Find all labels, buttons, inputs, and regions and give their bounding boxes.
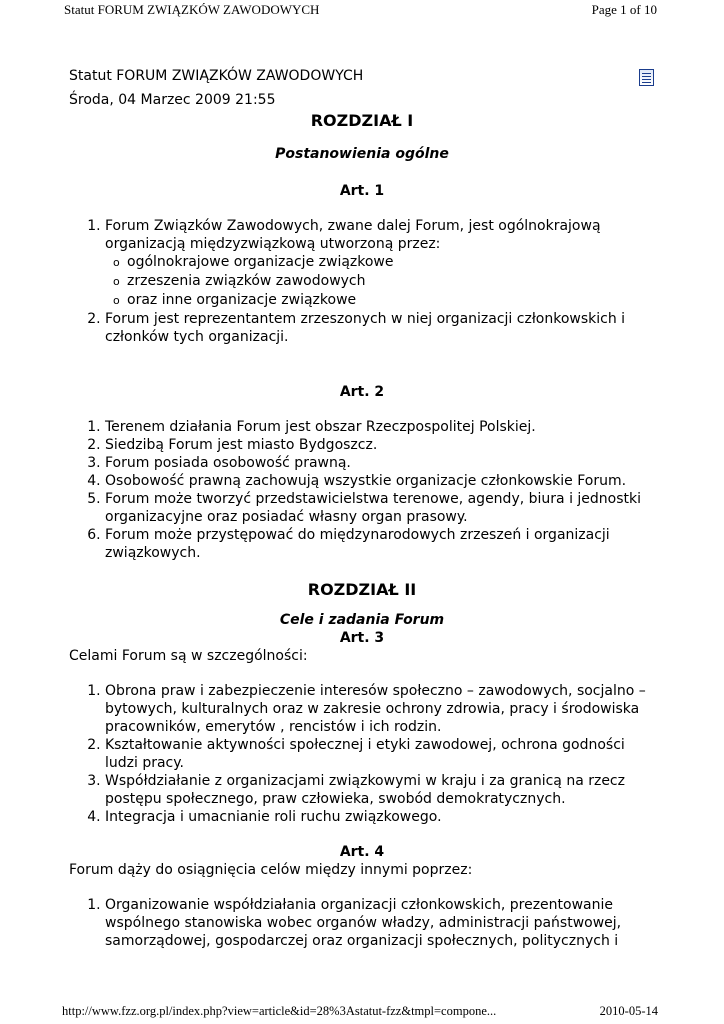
sub-list-item: o ogólnokrajowe organizacje związkowe	[127, 253, 655, 272]
list-item: 6. Forum może przystępować do międzynarodowych zrzeszeń i organizacji związkowych.	[105, 526, 655, 562]
header-title: Statut FORUM ZWIĄZKÓW ZAWODOWYCH	[64, 2, 320, 17]
article-date: Środa, 04 Marzec 2009 21:55	[69, 92, 276, 108]
list-item: 3. Forum posiada osobowość prawną.	[105, 454, 655, 472]
chapter-subtitle: Cele i zadania Forum	[279, 612, 445, 628]
sub-list	[105, 253, 655, 310]
article-heading: Art. 3	[339, 630, 385, 646]
list-item: 1. Obrona praw i zabezpieczenie interesów społeczno – zawodowych, socjalno – bytowych, kulturalnych oraz w zakresie ochrony zdrowia, pracy i środowiska pracowników, emerytów , rencistów i ich rodzin.	[105, 682, 655, 736]
footer-date: 2010-05-14	[599, 1004, 658, 1018]
article-intro: Forum dąży do osiągnięcia celów między innymi poprzez:	[69, 862, 473, 878]
article-heading: Art. 4	[339, 844, 385, 860]
article-heading: Art. 2	[339, 384, 385, 400]
list-item: 3. Współdziałanie z organizacjami związkowymi w kraju i za granicą na rzecz postępu społecznego, praw człowieka, swobód demokratycznych.	[105, 772, 655, 808]
list-item: 2. Siedzibą Forum jest miasto Bydgoszcz.	[105, 436, 655, 454]
list-item: 2. Forum jest reprezentantem zrzeszonych w niej organizacji członkowskich i członków tych organizacji.	[105, 310, 655, 346]
article-4-list	[69, 896, 655, 950]
article-title: Statut FORUM ZWIĄZKÓW ZAWODOWYCH	[69, 68, 364, 84]
article-intro: Celami Forum są w szczególności:	[69, 648, 308, 664]
footer-url[interactable]: http://www.fzz.org.pl/index.php?view=article&id=28%3Astatut-fzz&tmpl=compone...	[62, 1004, 497, 1018]
page-number: Page 1 of 10	[591, 2, 657, 17]
list-item: 4. Integracja i umacnianie roli ruchu związkowego.	[105, 808, 655, 826]
article-heading: Art. 1	[339, 183, 385, 199]
chapter-heading: ROZDZIAŁ II	[307, 580, 417, 599]
chapter-heading: ROZDZIAŁ I	[310, 111, 414, 130]
list-item: 4. Osobowość prawną zachowują wszystkie organizacje członkowskie Forum.	[105, 472, 655, 490]
list-item: 1. Terenem działania Forum jest obszar Rzeczpospolitej Polskiej.	[105, 418, 655, 436]
article-body	[69, 67, 655, 950]
list-item: 1. Forum Związków Zawodowych, zwane dalej Forum, jest ogólnokrajową organizacją międzyzwiązkową utworzoną przez: o ogólnokrajowe organizacje związkowe o zrzeszenia związków zawodowych o oraz inne organizacje związkowe	[105, 217, 655, 310]
sub-list-item: o oraz inne organizacje związkowe	[127, 291, 655, 310]
list-item: 1. Organizowanie współdziałania organizacji członkowskich, prezentowanie wspólnego stanowiska wobec organów władzy, administracji państwowej, samorządowej, gospodarczej oraz organizacji społecznych, politycznych i	[105, 896, 655, 950]
print-header	[0, 0, 724, 20]
sub-list-item: o zrzeszenia związków zawodowych	[127, 272, 655, 291]
chapter-subtitle: Postanowienia ogólne	[275, 146, 449, 162]
list-item: 2. Kształtowanie aktywności społecznej i etyki zawodowej, ochrona godności ludzi pracy.	[105, 736, 655, 772]
article-1-list	[69, 217, 655, 346]
list-item: 5. Forum może tworzyć przedstawicielstwa terenowe, agendy, biura i jednostki organizacyjne oraz posiadać własny organ prasowy.	[105, 490, 655, 526]
article-3-list	[69, 682, 655, 826]
article-2-list	[69, 418, 655, 562]
